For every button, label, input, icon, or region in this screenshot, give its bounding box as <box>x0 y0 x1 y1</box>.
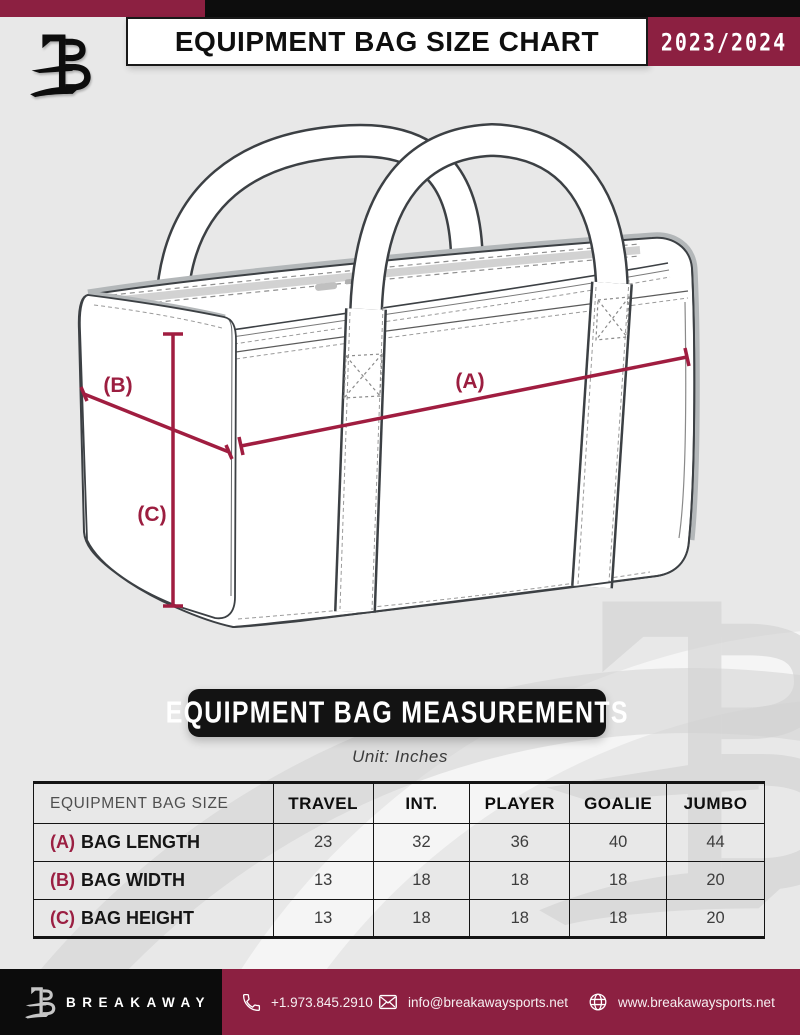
width-player: 18 <box>470 862 570 900</box>
phone-icon <box>241 992 262 1013</box>
width-jumbo: 20 <box>667 862 765 900</box>
envelope-icon <box>377 991 399 1013</box>
row-key-b: (B) <box>50 870 75 890</box>
width-travel: 13 <box>273 862 373 900</box>
measurements-banner <box>165 689 629 737</box>
footer-website[interactable] <box>587 969 775 1035</box>
length-player: 36 <box>470 824 570 862</box>
row-label-length: BAG LENGTH <box>81 832 200 852</box>
height-jumbo: 20 <box>667 900 765 938</box>
season-badge <box>648 17 800 66</box>
length-jumbo: 44 <box>667 824 765 862</box>
row-key-c: (C) <box>50 907 75 928</box>
table-row-height <box>34 900 765 938</box>
footer-email-text: info@breakawaysports.net <box>408 994 569 1010</box>
title-box <box>126 17 648 66</box>
top-strip-maroon <box>0 0 205 17</box>
col-travel: TRAVEL <box>273 783 373 824</box>
measurements-banner-title: EQUIPMENT BAG MEASUREMENTS <box>165 695 629 730</box>
globe-icon <box>587 991 609 1013</box>
size-table <box>33 781 765 939</box>
season-label: 2023/2024 <box>660 27 788 56</box>
corner-header: EQUIPMENT BAG SIZE <box>34 783 274 824</box>
label-b: (B) <box>103 374 133 397</box>
row-label-height: BAG HEIGHT <box>81 907 195 928</box>
length-int: 32 <box>373 824 470 862</box>
left-end-panel <box>80 293 236 618</box>
row-label-width: BAG WIDTH <box>81 870 185 890</box>
col-player: PLAYER <box>470 783 570 824</box>
col-int: INT. <box>373 783 470 824</box>
width-goalie: 18 <box>570 862 667 900</box>
footer-brand-name: BREAKAWAY <box>66 994 212 1010</box>
footer-website-text: www.breakawaysports.net <box>618 994 775 1010</box>
table-row-length <box>34 824 765 862</box>
length-goalie: 40 <box>570 824 667 862</box>
breakaway-logo-footer-icon <box>24 982 60 1022</box>
row-key-a: (A) <box>50 832 75 852</box>
footer-phone-text: +1.973.845.2910 <box>271 994 373 1010</box>
footer-contact-section <box>222 969 800 1035</box>
label-a: (A) <box>455 370 485 393</box>
page-title: EQUIPMENT BAG SIZE CHART <box>174 25 600 57</box>
unit-note: Unit: Inches <box>352 747 448 766</box>
breakaway-logo-icon <box>28 25 100 103</box>
footer-phone[interactable] <box>241 969 373 1035</box>
footer-email[interactable] <box>377 969 568 1035</box>
length-travel: 23 <box>273 824 373 862</box>
height-int: 18 <box>373 900 470 938</box>
table-row-width <box>34 862 765 900</box>
equipment-bag-diagram <box>70 120 730 660</box>
height-player: 18 <box>470 900 570 938</box>
table-header-row <box>34 783 765 824</box>
width-int: 18 <box>373 862 470 900</box>
top-strip-black <box>205 0 800 17</box>
height-goalie: 18 <box>570 900 667 938</box>
footer-brand-section <box>0 969 222 1035</box>
col-goalie: GOALIE <box>570 783 667 824</box>
height-travel: 13 <box>273 900 373 938</box>
label-c: (C) <box>137 503 167 526</box>
col-jumbo: JUMBO <box>667 783 765 824</box>
